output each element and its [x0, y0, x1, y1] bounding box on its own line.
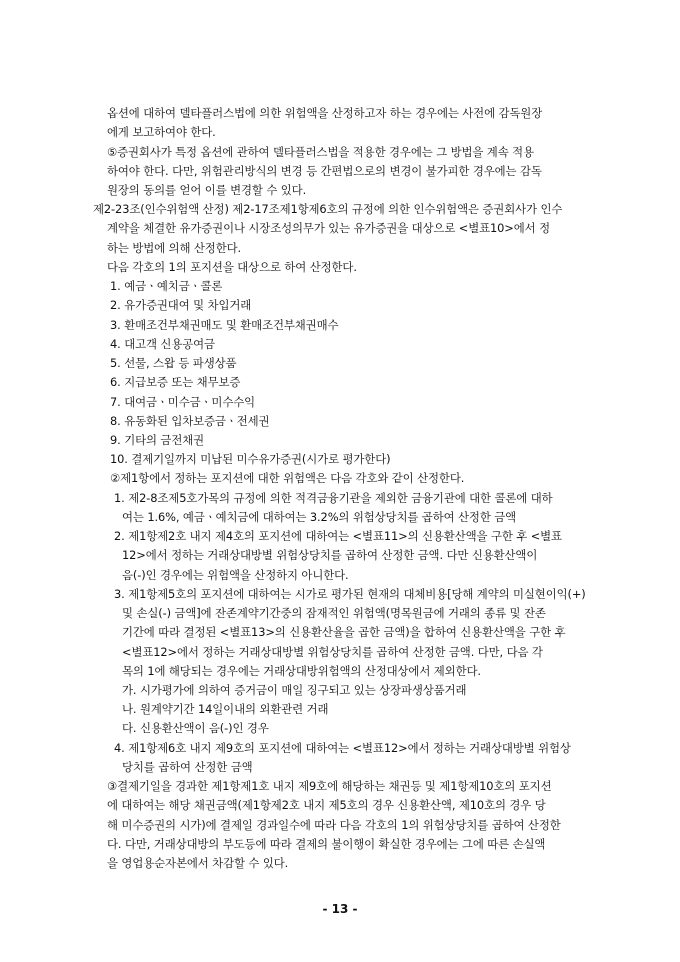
text-line: 다. 다만, 거래상대방의 부도등에 따라 결제의 불이행이 확실한 경우에는 그에 따른 손실액 [107, 836, 546, 851]
text-line: 해 미수증권의 시가)에 결제일 경과일수에 따라 다음 각호의 1의 위험상당치를 곱하여 산정한 [107, 817, 561, 832]
text-line: ②제1항에서 정하는 포지션에 대한 위험액은 다음 각호와 같이 산정한다. [110, 471, 465, 486]
sub-item: 다. 신용환산액이 음(-)인 경우 [122, 721, 269, 736]
list-item: 1. 예금ㆍ예치금ㆍ콜론 [110, 279, 223, 294]
text-line: 하는 방법에 의해 산정한다. [107, 240, 242, 255]
list-item: 8. 유동화된 입차보증금ㆍ전세권 [110, 413, 270, 428]
text-line: 제2-23조(인수위험액 산정) 제2-17조제1항제6호의 규정에 의한 인수위험액은 증권회사가 인수 [93, 202, 563, 217]
text-line: 목의 1에 해당되는 경우에는 거래상대방위험액의 산정대상에서 제외한다. [122, 663, 481, 678]
text-line: 에 대하여는 해당 채권금액(제1항제2호 내지 제5호의 경우 신용환산액, 제10호의 경우 당 [107, 798, 546, 813]
list-item: 2. 유가증권대여 및 차입거래 [110, 298, 252, 313]
text-line: 을 영업용순자본에서 차감할 수 있다. [107, 856, 289, 870]
text-line: 12>에서 정하는 거래상대방별 위험상당치를 곱하여 산정한 금액. 다만 신용환산액이 [122, 548, 538, 563]
list-item: 4. 제1항제6호 내지 제9호의 포지션에 대하여는 <별표12>에서 정하는 거래상대방별 위험상 [114, 740, 571, 755]
text-line: 원장의 동의를 얻어 이를 변경할 수 있다. [107, 182, 307, 197]
text-line: 하여야 한다. 다만, 위험관리방식의 변경 등 간편법으로의 변경이 불가피한 경우에는 감독 [107, 163, 542, 178]
list-item: 7. 대여금ㆍ미수금ㆍ미수수익 [110, 394, 256, 409]
text-line: 및 손실(-) 금액]에 잔존계약기간중의 잠재적인 위험액(명목원금에 거래의 종류 및 잔존 [122, 606, 546, 620]
list-item: 9. 기타의 금전채권 [110, 432, 205, 447]
page-number: - 13 - [322, 902, 358, 916]
list-item: 10. 결제기일까지 미납된 미수유가증권(시가로 평가한다) [110, 452, 391, 467]
list-item: 3. 환매조건부채권매도 및 환매조건부채권매수 [110, 317, 339, 332]
list-item: 5. 선물, 스왑 등 파생상품 [110, 356, 237, 370]
list-item: 6. 지급보증 또는 채무보증 [110, 375, 241, 390]
text-line: 계약을 체결한 유가증권이나 시장조성의무가 있는 유가증권을 대상으로 <별표10>에서 정 [107, 221, 550, 236]
list-item: 1. 제2-8조제5호가목의 규정에 의한 적격금융기관을 제외한 금융기관에 대한 콜론에 대하 [114, 490, 553, 505]
list-item: 2. 제1항제2호 내지 제4호의 포지션에 대하여는 <별표11>의 신용환산액을 구한 후 <별표 [114, 529, 562, 544]
sub-item: 나. 원계약기간 14일이내의 외환관련 거래 [122, 702, 329, 717]
text-line: 여는 1.6%, 예금ㆍ예치금에 대하여는 3.2%의 위험상당치를 곱하여 산정한 금액 [122, 509, 517, 524]
text-line: 옵션에 대하여 델타플러스법에 의한 위험액을 산정하고자 하는 경우에는 사전에 감독원장 [107, 106, 543, 120]
text-line: 음(-)인 경우에는 위험액을 산정하지 아니한다. [122, 567, 349, 582]
text-line: ③결제기일을 경과한 제1항제1호 내지 제9호에 해당하는 채권등 및 제1항제10호의 포지션 [107, 779, 552, 794]
text-line: 다음 각호의 1의 포지션을 대상으로 하여 산정한다. [107, 259, 357, 274]
text-line: ⑤증권회사가 특정 옵션에 관하여 델타플러스법을 적용한 경우에는 그 방법을 계속 적용 [107, 144, 534, 159]
text-line: <별표12>에서 정하는 거래상대방별 위험상당치를 곱하여 산정한 금액. 다만, 다음 각 [122, 644, 543, 659]
list-item: 3. 제1항제5호의 포지션에 대하여는 시가로 평가된 현재의 대체비용[당해 계약의 미실현이익(+) [114, 586, 586, 601]
text-line: 당치를 곱하여 산정한 금액 [122, 759, 253, 774]
text-line: 에게 보고하여야 한다. [107, 125, 216, 140]
sub-item: 가. 시가평가에 의하여 증거금이 매일 징구되고 있는 상장파생상품거래 [122, 682, 467, 697]
list-item: 4. 대고객 신용공여금 [110, 336, 215, 351]
text-line: 기간에 따라 결정된 <별표13>의 신용환산율을 곱한 금액)을 합하여 신용환산액을 구한 후 [122, 625, 566, 640]
